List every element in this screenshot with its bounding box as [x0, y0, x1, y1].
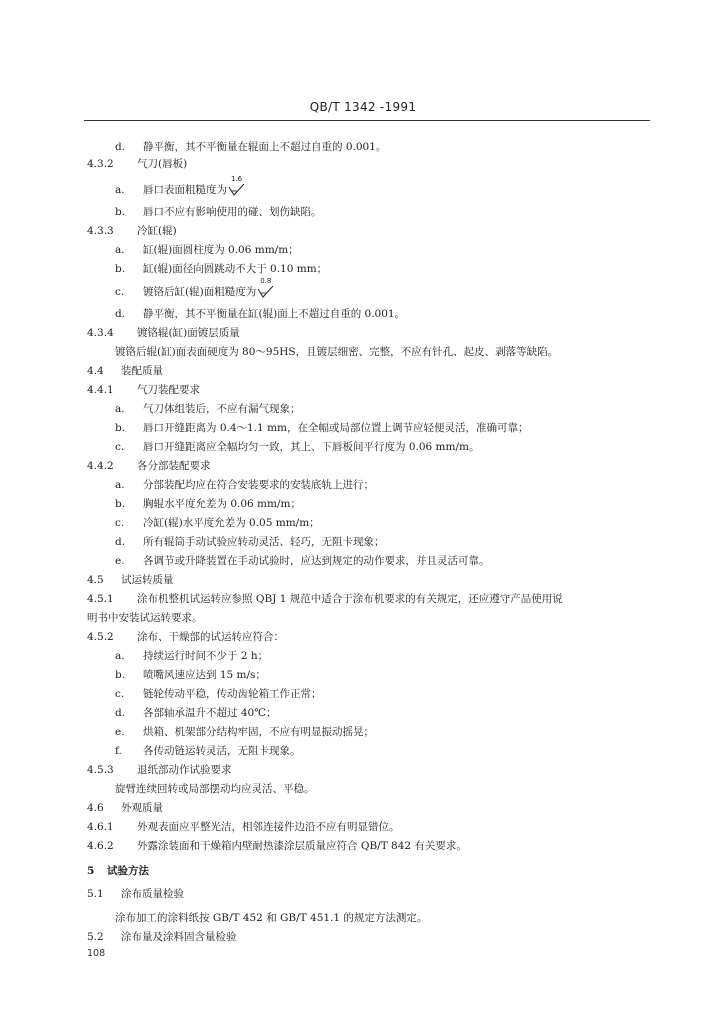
section-text: 气刀(唇板) — [137, 158, 188, 170]
section-number: 4.4 — [87, 365, 104, 377]
item-text: 所有辊筒手动试验应转动灵活、轻巧，无阻卡现象； — [143, 536, 385, 548]
paragraph-text: 镀铬后辊(缸)面表面硬度为 80～95HS，且镀层细密、完整，不应有针孔、起皮、剥落等缺陷。 — [115, 346, 559, 358]
item-text: 各调节或升降装置在手动试验时，应达到规定的动作要求，并且灵活可靠。 — [143, 555, 490, 567]
item-label: c. — [115, 286, 125, 298]
roughness-symbol-icon — [257, 277, 277, 297]
item-text: 烘箱、机架部分结构牢固，不应有明显振动摇晃； — [143, 726, 374, 738]
section-number: 4.3.4 — [87, 327, 114, 339]
text-line — [87, 864, 149, 878]
section-text: 外观质量 — [121, 802, 163, 814]
item-label: e. — [115, 555, 125, 567]
text-line — [115, 262, 327, 276]
item-label: a. — [115, 403, 125, 415]
item-text: 静平衡，其不平衡量在缸(辊)面上不超过自重的 0.001。 — [143, 308, 406, 320]
text-line — [87, 763, 232, 777]
text-line — [115, 535, 385, 549]
item-text: 持续运行时间不少于 2 h； — [143, 650, 269, 662]
roughness-symbol-icon — [228, 175, 248, 195]
text-line — [115, 782, 315, 796]
text-line — [115, 744, 301, 758]
text-line — [115, 649, 268, 663]
section-number: 5 — [87, 865, 95, 877]
item-text: 分部装配均应在符合安装要求的安装底轨上进行； — [143, 479, 374, 491]
item-label: e. — [115, 726, 125, 738]
section-number: 4.3.3 — [87, 225, 114, 237]
item-text: 胸辊水平度允差为 0.06 mm/m； — [143, 498, 301, 510]
text-line — [115, 911, 427, 925]
standard-header: QB/T 1342 -1991 — [309, 100, 417, 114]
item-label: b. — [115, 498, 126, 510]
text-line — [87, 224, 177, 238]
section-text: 涂布、干燥部的试运转应符合： — [137, 631, 284, 643]
section-title: 试验方法 — [107, 865, 149, 877]
item-text: 链轮传动平稳，传动齿轮箱工作正常； — [143, 688, 322, 700]
item-label: c. — [115, 441, 125, 453]
section-text: 涂布质量检验 — [121, 888, 184, 900]
text-line — [87, 573, 174, 587]
text-line — [87, 459, 211, 473]
item-text: 唇口开缝距离应全幅均匀一致，其上、下唇板间平行度为 0.06 mm/m。 — [143, 441, 480, 453]
section-text: 试运转质量 — [121, 574, 174, 586]
text-line — [87, 839, 467, 853]
text-line — [115, 725, 374, 739]
item-label: b. — [115, 422, 126, 434]
item-text: 镀铬后缸(辊)面粗糙度为 — [143, 286, 257, 298]
item-text: 冷缸(辊)水平度允差为 0.05 mm/m； — [143, 517, 320, 529]
item-label: a. — [115, 650, 125, 662]
item-label: c. — [115, 688, 125, 700]
section-number: 4.6.2 — [87, 840, 114, 852]
text-line — [115, 175, 248, 197]
text-line — [115, 668, 266, 682]
section-text: 各分部装配要求 — [137, 460, 211, 472]
section-text: 涂布量及涂料固含量检验 — [121, 931, 237, 943]
item-label: d. — [115, 536, 126, 548]
text-line — [115, 478, 374, 492]
section-number: 4.5.2 — [87, 631, 114, 643]
text-line — [115, 307, 405, 321]
section-text: 冷缸(辊) — [137, 225, 177, 237]
text-line — [87, 611, 203, 625]
page-number: 108 — [87, 948, 106, 959]
item-label: d. — [115, 707, 126, 719]
header-rule — [84, 120, 650, 121]
item-label: b. — [115, 206, 126, 218]
roughness-value: 0.8 — [260, 277, 272, 285]
item-label: c. — [115, 517, 125, 529]
section-number: 4.5.1 — [87, 593, 114, 605]
section-number: 4.5.3 — [87, 764, 114, 776]
item-text: 唇口开缝距离为 0.4～1.1 mm，在全幅或局部位置上调节应轻便灵活，准确可靠； — [143, 422, 529, 434]
text-line — [115, 421, 528, 435]
item-text: 缸(辊)面径向圆跳动不大于 0.10 mm； — [143, 263, 328, 275]
item-label: a. — [115, 244, 125, 256]
section-number: 4.4.1 — [87, 384, 114, 396]
item-label: a. — [115, 184, 125, 196]
text-line — [115, 277, 277, 299]
paragraph-text: 明书中安装试运转要求。 — [87, 612, 203, 624]
section-text: 装配质量 — [121, 365, 163, 377]
text-line — [115, 140, 386, 154]
section-text: 涂布机整机试运转应参照 QBJ 1 规范中适合于涂布机要求的有关规定，还应遵守产品使用说 — [137, 593, 563, 605]
item-label: f. — [115, 745, 122, 757]
text-line — [115, 205, 322, 219]
text-line — [115, 440, 479, 454]
section-text: 退纸部动作试验要求 — [137, 764, 232, 776]
item-text: 缸(辊)面圆柱度为 0.06 mm/m； — [143, 244, 299, 256]
text-line — [115, 554, 490, 568]
section-number: 4.5 — [87, 574, 104, 586]
item-label: a. — [115, 479, 125, 491]
text-line — [115, 687, 322, 701]
item-text: 气刀体组装后，不应有漏气现象； — [143, 403, 301, 415]
text-line — [87, 326, 240, 340]
item-text: 各部轴承温升不超过 40℃； — [143, 707, 277, 719]
section-number: 4.6.1 — [87, 821, 114, 833]
text-line — [87, 801, 163, 815]
section-text: 气刀装配要求 — [137, 384, 200, 396]
item-text: 静平衡，其不平衡量在辊面上不超过自重的 0.001。 — [143, 141, 387, 153]
text-line — [87, 592, 563, 606]
item-label: d. — [115, 141, 126, 153]
text-line — [115, 243, 299, 257]
item-text: 唇口表面粗糙度为 — [143, 184, 227, 196]
text-line — [115, 706, 276, 720]
text-line — [87, 930, 237, 944]
section-text: 外观表面应平整光洁，相邻连接件边沿不应有明显错位。 — [137, 821, 400, 833]
section-number: 4.3.2 — [87, 158, 114, 170]
text-line — [115, 402, 301, 416]
item-label: b. — [115, 263, 126, 275]
section-number: 5.1 — [87, 888, 104, 900]
item-text: 各传动链运转灵活，无阻卡现象。 — [143, 745, 301, 757]
paragraph-text: 旋臂连续回转或局部摆动均应灵活、平稳。 — [115, 783, 315, 795]
item-label: b. — [115, 669, 126, 681]
item-text: 唇口不应有影响使用的碰、划伤缺陷。 — [143, 206, 322, 218]
item-label: d. — [115, 308, 126, 320]
item-text: 喷嘴风速应达到 15 m/s； — [143, 669, 266, 681]
section-text: 外露涂装面和干燥箱内壁耐热漆涂层质量应符合 QB/T 842 有关要求。 — [137, 840, 467, 852]
section-number: 4.6 — [87, 802, 104, 814]
section-text: 镀铬辊(缸)面镀层质量 — [137, 327, 240, 339]
text-line — [87, 630, 284, 644]
text-line — [115, 497, 301, 511]
section-number: 5.2 — [87, 931, 104, 943]
roughness-value: 1.6 — [231, 175, 243, 183]
text-line — [87, 383, 200, 397]
text-line — [87, 157, 187, 171]
paragraph-text: 涂布加工的涂料纸按 GB/T 452 和 GB/T 451.1 的规定方法测定。 — [115, 912, 428, 924]
section-number: 4.4.2 — [87, 460, 114, 472]
text-line — [87, 364, 163, 378]
text-line — [115, 345, 558, 359]
text-line — [87, 887, 184, 901]
text-line — [87, 820, 400, 834]
text-line — [115, 516, 320, 530]
